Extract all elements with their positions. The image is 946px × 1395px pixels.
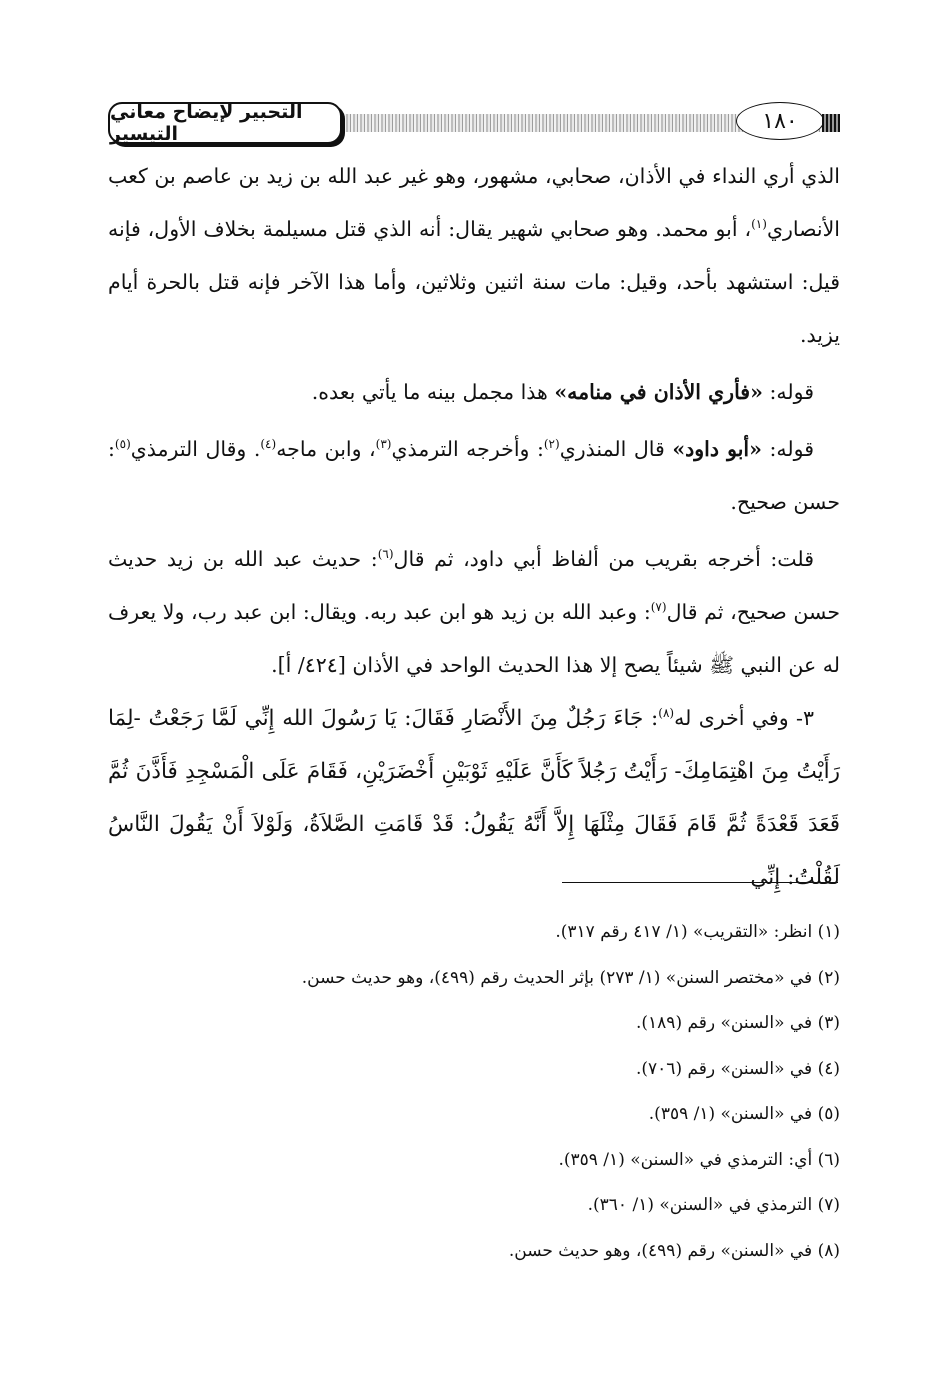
main-text	[108, 150, 840, 904]
footnote-2: (٢) في «مختصر السنن» (١/ ٢٧٣) بإثر الحديث رقم (٤٩٩)، وهو حديث حسن.	[301, 967, 840, 988]
text-run: قوله:	[761, 437, 814, 461]
footnote-3: (٣) في «السنن» رقم (١٨٩).	[635, 1013, 840, 1033]
text-run: ، أبو محمد. وهو صحابي شهير يقال: أنه الذي قتل مسيلمة بخلاف الأول، فإنه قيل: استشهد بأحد، وقيل: مات سنة اثنين وثلاثين، وأما هذا الآخر فإنه قتل بالحرة أيام يزيد.	[108, 217, 840, 347]
footnote-6: (٦) أي: الترمذي في «السنن» (١/ ٣٥٩).	[558, 1149, 840, 1170]
quoted-phrase: «أبو داود»	[672, 437, 762, 461]
page-header	[108, 98, 840, 150]
footnote-ref: (٨)	[658, 706, 675, 721]
header-band-end-ornament	[822, 114, 840, 132]
footnote-4: (٤) في «السنن» رقم (٧٠٦).	[635, 1058, 840, 1079]
footnotes	[108, 912, 840, 1276]
footnote-5: (٥) في «السنن» (١/ ٣٥٩).	[648, 1104, 840, 1124]
paragraph-1	[108, 150, 840, 362]
footnote-1: (١) انظر: «التقريب» (١/ ٤١٧ رقم ٣١٧).	[555, 922, 840, 942]
paragraph-3	[108, 423, 840, 529]
footnote-ref: (٤)	[260, 437, 277, 452]
footnote-separator	[562, 882, 838, 883]
text-run: قوله:	[762, 380, 814, 404]
footnote-ref: (٢)	[543, 437, 560, 452]
text-run: . وقال الترمذي	[130, 437, 261, 461]
paragraph-5-hadith	[108, 692, 840, 904]
text-run: : وأخرجه الترمذي	[391, 437, 544, 461]
hadith-text: : جَاءَ رَجُلٌ مِنَ الأَنْصَارِ فَقَالَ: يَا رَسُولَ الله إِنِّي لَمَّا رَجَعْتُ -لِمَا رَأَيْتُ مِنَ اهْتِمَامِكَ- رَأَيْتُ رَجُلاً كَأَنَّ عَلَيْهِ ثَوْبَيْنِ أَخْضَرَيْنِ، فَقَامَ عَلَى الْمَسْجِدِ فَأَذَّنَ ثُمَّ قَعَدَ قَعْدَةً ثُمَّ قَامَ فَقَالَ مِثْلَهَا إِلاَّ أَنَّهُ يَقُولُ: قَدْ قَامَتِ الصَّلاَةُ، وَلَوْلاَ أَنْ يَقُولَ النَّاسُ لَقُلْتُ: إِنِّي	[108, 706, 840, 890]
quoted-phrase: «فأري الأذان في منامه»	[554, 380, 763, 404]
text-run: ، وابن ماجه	[276, 437, 376, 461]
text-run: : وعبد الله بن زيد هو ابن عبد ربه. ويقال: ابن عبد رب، ولا يعرف له عن النبي ﷺ شيئاً يصح إلا هذا الحديث الواحد في الأذان [٤٢٤/ أ].	[108, 600, 840, 677]
footnote-ref: (٦)	[377, 547, 394, 562]
footnote-ref: (٥)	[114, 437, 131, 452]
footnote-8: (٨) في «السنن» رقم (٤٩٩)، وهو حديث حسن.	[508, 1240, 840, 1261]
text-run: الذي أري النداء في الأذان، صحابي، مشهور، وهو غير عبد الله بن زيد بن عاصم بن كعب الأنصاري	[108, 164, 840, 241]
page-number: ١٨٠	[736, 102, 824, 140]
book-title: التحبير لإيضاح معاني التيسير	[108, 102, 342, 144]
paragraph-4	[108, 533, 840, 692]
footnote-7: (٧) الترمذي في «السنن» (١/ ٣٦٠).	[587, 1195, 840, 1215]
text-run: : حديث عبد الله بن زيد حديث حسن صحيح، ثم قال	[108, 547, 840, 624]
text-run: هذا مجمل بينه ما يأتي بعده.	[311, 380, 555, 404]
text-run: : حسن صحيح.	[108, 437, 840, 514]
text-run: قال المنذري	[559, 437, 673, 461]
footnote-ref: (١)	[751, 217, 767, 232]
footnote-ref: (٧)	[650, 600, 667, 615]
text-run: قلت: أخرجه بقريب من ألفاظ أبي داود، ثم قال	[393, 547, 814, 571]
paragraph-2	[108, 366, 840, 419]
footnote-ref: (٣)	[375, 437, 392, 452]
text-run: ٣- وفي أخرى له	[674, 706, 814, 730]
